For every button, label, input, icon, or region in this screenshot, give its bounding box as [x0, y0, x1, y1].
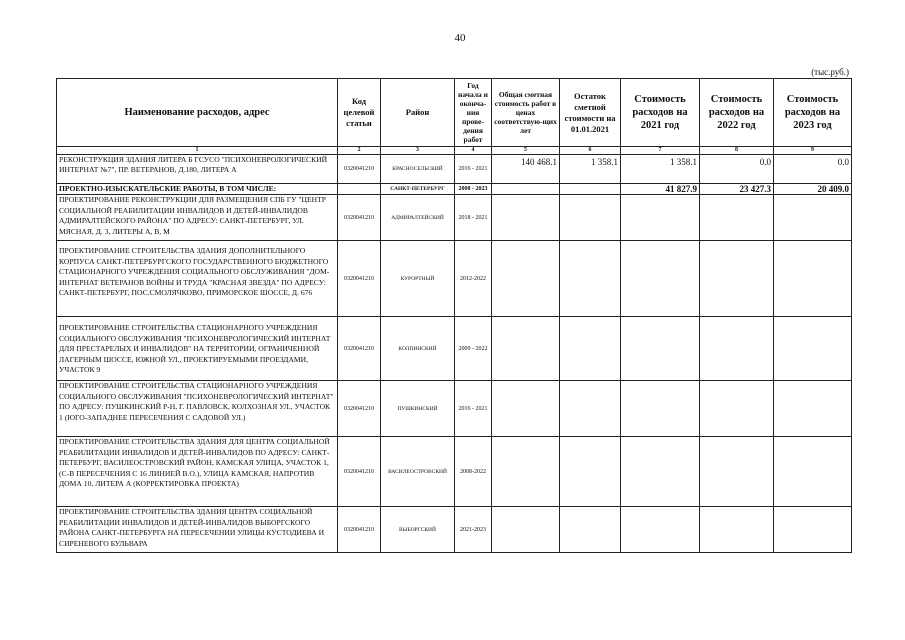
column-number: 3: [381, 147, 455, 155]
column-number: 4: [455, 147, 492, 155]
row-code: [338, 184, 381, 195]
table-row: [57, 507, 852, 553]
row-years: 2008 - 2023: [455, 184, 492, 195]
column-number: 7: [621, 147, 700, 155]
row-name: РЕКОНСТРУКЦИЯ ЗДАНИЯ ЛИТЕРА Б ГСУСО "ПСИХОНЕВРОЛОГИЧЕСКИЙ ИНТЕРНАТ №7", ПР. ВЕТЕРАНОВ, Д.180, ЛИТЕРА А: [57, 155, 338, 184]
row-estimate: [492, 317, 560, 381]
column-number: 9: [774, 147, 852, 155]
header-district: Район: [381, 79, 455, 147]
row-remaining: [560, 317, 621, 381]
row-years: 2016 - 2021: [455, 155, 492, 184]
row-estimate: 140 468.1: [492, 155, 560, 184]
row-code: 0320041210: [338, 437, 381, 507]
row-name: ПРОЕКТИРОВАНИЕ СТРОИТЕЛЬСТВА ЗДАНИЯ ДОПОЛНИТЕЛЬНОГО КОРПУСА САНКТ-ПЕТЕРБУРГСКОГО ГОСУДАРСТВЕННОГО БЮДЖЕТНОГО СТАЦИОНАРНОГО УЧРЕЖДЕНИЯ СОЦИАЛЬНОГО ОБСЛУЖИВАНИЯ "ДОМ-ИНТЕРНАТ ВЕТЕРАНОВ ВОЙНЫ И ТРУДА "КРАСНАЯ ЗВЕЗДА" ПО АДРЕСУ: САНКТ-ПЕТЕРБУРГ, ПОС.СМОЛЯЧКОВО, ПРИМОРСКОЕ ШОССЕ, Д. 676: [57, 241, 338, 317]
column-number: 1: [57, 147, 338, 155]
column-number: 5: [492, 147, 560, 155]
row-cost-2023: [774, 195, 852, 241]
units-label: (тыс.руб.): [811, 67, 849, 77]
row-name: ПРОЕКТИРОВАНИЕ СТРОИТЕЛЬСТВА ЗДАНИЯ ДЛЯ ЦЕНТРА СОЦИАЛЬНОЙ РЕАБИЛИТАЦИИ ИНВАЛИДОВ И ДЕТЕЙ-ИНВАЛИДОВ ПО АДРЕСУ: САНКТ-ПЕТЕРБУРГ, ВАСИЛЕОСТРОВСКИЙ РАЙОН, КАМСКАЯ УЛИЦА, УЧАСТОК 1, (С-В ПЕРЕСЕЧЕНИЯ С 16 ЛИНИЕЙ В.О.), УЛИЦА КАМСКАЯ, НАПРОТИВ ДОМА 10, ЛИТЕРА А (КОРРЕКТИРОВКА ПРОЕКТА): [57, 437, 338, 507]
header-name: Наименование расходов, адрес: [57, 79, 338, 147]
row-code: 0320041210: [338, 241, 381, 317]
table-row: [57, 241, 852, 317]
row-years: 2012-2022: [455, 241, 492, 317]
column-number: 2: [338, 147, 381, 155]
row-name: ПРОЕКТИРОВАНИЕ СТРОИТЕЛЬСТВА СТАЦИОНАРНОГО УЧРЕЖДЕНИЯ СОЦИАЛЬНОГО ОБСЛУЖИВАНИЯ "ПСИХОНЕВРОЛОГИЧЕСКИЙ ИНТЕРНАТ" ПО АДРЕСУ: ПУШКИНСКИЙ Р-Н, Г. ПАВЛОВСК, КОЛХОЗНАЯ УЛ., УЧАСТОК 1 (ЮГО-ЗАПАДНЕЕ ПЕРЕСЕЧЕНИЯ С САДОВОЙ УЛ.): [57, 381, 338, 437]
row-cost-2023: [774, 317, 852, 381]
row-code: 0320041210: [338, 507, 381, 553]
row-cost-2022: [700, 317, 774, 381]
row-cost-2023: [774, 437, 852, 507]
row-cost-2022: [700, 507, 774, 553]
table-row: [57, 437, 852, 507]
row-district: КОЛПИНСКИЙ: [381, 317, 455, 381]
row-years: 2008-2022: [455, 437, 492, 507]
row-cost-2021: [621, 381, 700, 437]
row-estimate: [492, 437, 560, 507]
header-row: [57, 79, 852, 147]
row-name: ПРОЕКТНО-ИЗЫСКАТЕЛЬСКИЕ РАБОТЫ, В ТОМ ЧИСЛЕ:: [57, 184, 338, 195]
row-cost-2022: [700, 437, 774, 507]
row-cost-2022: [700, 195, 774, 241]
table-row: [57, 317, 852, 381]
row-remaining: [560, 241, 621, 317]
row-estimate: [492, 381, 560, 437]
row-cost-2023: [774, 507, 852, 553]
row-cost-2023: 20 409.0: [774, 184, 852, 195]
row-cost-2022: 23 427.3: [700, 184, 774, 195]
header-years: Год начала и оконча-ния прове-дения работ: [455, 79, 492, 147]
row-cost-2022: [700, 241, 774, 317]
header-code: Код целевой статьи: [338, 79, 381, 147]
row-cost-2022: 0.0: [700, 155, 774, 184]
row-remaining: [560, 381, 621, 437]
row-remaining: [560, 507, 621, 553]
row-remaining: [560, 184, 621, 195]
budget-table: [56, 78, 852, 553]
header-estimate: Общая сметная стоимость работ в ценах соответствую-щих лет: [492, 79, 560, 147]
row-estimate: [492, 184, 560, 195]
row-remaining: [560, 437, 621, 507]
row-cost-2021: [621, 507, 700, 553]
row-name: ПРОЕКТИРОВАНИЕ РЕКОНСТРУКЦИИ ДЛЯ РАЗМЕЩЕНИЯ СПБ ГУ "ЦЕНТР СОЦИАЛЬНОЙ РЕАБИЛИТАЦИИ ИНВАЛИДОВ И ДЕТЕЙ-ИНВАЛИДОВ АДМИРАЛТЕЙСКОГО РАЙОНА" ПО АДРЕСУ: САНКТ-ПЕТЕРБУРГ, УЛ. МЯСНАЯ, Д. 3, ЛИТЕРЫ А, В, М: [57, 195, 338, 241]
row-years: 2018 - 2021: [455, 195, 492, 241]
column-number: 6: [560, 147, 621, 155]
row-estimate: [492, 241, 560, 317]
row-estimate: [492, 195, 560, 241]
row-district: КУРОРТНЫЙ: [381, 241, 455, 317]
row-district: КРАСНОСЕЛЬСКИЙ: [381, 155, 455, 184]
row-name: ПРОЕКТИРОВАНИЕ СТРОИТЕЛЬСТВА ЗДАНИЯ ЦЕНТРА СОЦИАЛЬНОЙ РЕАБИЛИТАЦИИ ИНВАЛИДОВ И ДЕТЕЙ-ИНВАЛИДОВ ВЫБОРГСКОГО РАЙОНА САНКТ-ПЕТЕРБУРГА НА ПЕРЕСЕЧЕНИИ УЛИЦЫ КУСТОДИЕВА И СИРЕНЕВОГО БУЛЬВАРА: [57, 507, 338, 553]
row-years: 2009 - 2022: [455, 317, 492, 381]
row-code: 0320041210: [338, 195, 381, 241]
row-code: 0320041210: [338, 155, 381, 184]
row-remaining: [560, 195, 621, 241]
page-number: 40: [454, 32, 466, 44]
table-row: [57, 155, 852, 184]
row-years: 2021-2023: [455, 507, 492, 553]
row-district: ВЫБОРГСКИЙ: [381, 507, 455, 553]
row-cost-2021: 1 358.1: [621, 155, 700, 184]
row-cost-2023: [774, 381, 852, 437]
row-cost-2021: [621, 195, 700, 241]
row-years: 2016 - 2021: [455, 381, 492, 437]
table-row-total: [57, 184, 852, 195]
row-cost-2023: [774, 241, 852, 317]
column-number: 8: [700, 147, 774, 155]
table-row: [57, 195, 852, 241]
header-remaining: Остаток сметной стоимости на 01.01.2021: [560, 79, 621, 147]
row-district: САНКТ-ПЕТЕРБУРГ: [381, 184, 455, 195]
row-code: 0320041210: [338, 381, 381, 437]
row-name: ПРОЕКТИРОВАНИЕ СТРОИТЕЛЬСТВА СТАЦИОНАРНОГО УЧРЕЖДЕНИЯ СОЦИАЛЬНОГО ОБСЛУЖИВАНИЯ "ПСИХОНЕВРОЛОГИЧЕСКИЙ ИНТЕРНАТ ДЛЯ ПРЕСТАРЕЛЫХ И ИНВАЛИДОВ" НА ТЕРРИТОРИИ, ОГРАНИЧЕННОЙ ЛАГЕРНЫМ ШОССЕ, ЮЖНОЙ УЛ., ПРОЕКТИРУЕМЫМИ ПРОЕЗДАМИ, УЧАСТОК 9: [57, 317, 338, 381]
header-cost-2023: Стоимость расходов на 2023 год: [774, 79, 852, 147]
row-cost-2021: [621, 317, 700, 381]
row-estimate: [492, 507, 560, 553]
table-row: [57, 381, 852, 437]
header-cost-2022: Стоимость расходов на 2022 год: [700, 79, 774, 147]
row-remaining: 1 358.1: [560, 155, 621, 184]
row-cost-2022: [700, 381, 774, 437]
header-cost-2021: Стоимость расходов на 2021 год: [621, 79, 700, 147]
row-district: АДМИРАЛТЕЙСКИЙ: [381, 195, 455, 241]
column-number-row: [57, 147, 852, 155]
row-cost-2021: [621, 437, 700, 507]
row-district: ПУШКИНСКИЙ: [381, 381, 455, 437]
row-cost-2021: 41 827.9: [621, 184, 700, 195]
row-code: 0320041210: [338, 317, 381, 381]
row-district: ВАСИЛЕОСТРОВСКИЙ: [381, 437, 455, 507]
row-cost-2023: 0.0: [774, 155, 852, 184]
row-cost-2021: [621, 241, 700, 317]
